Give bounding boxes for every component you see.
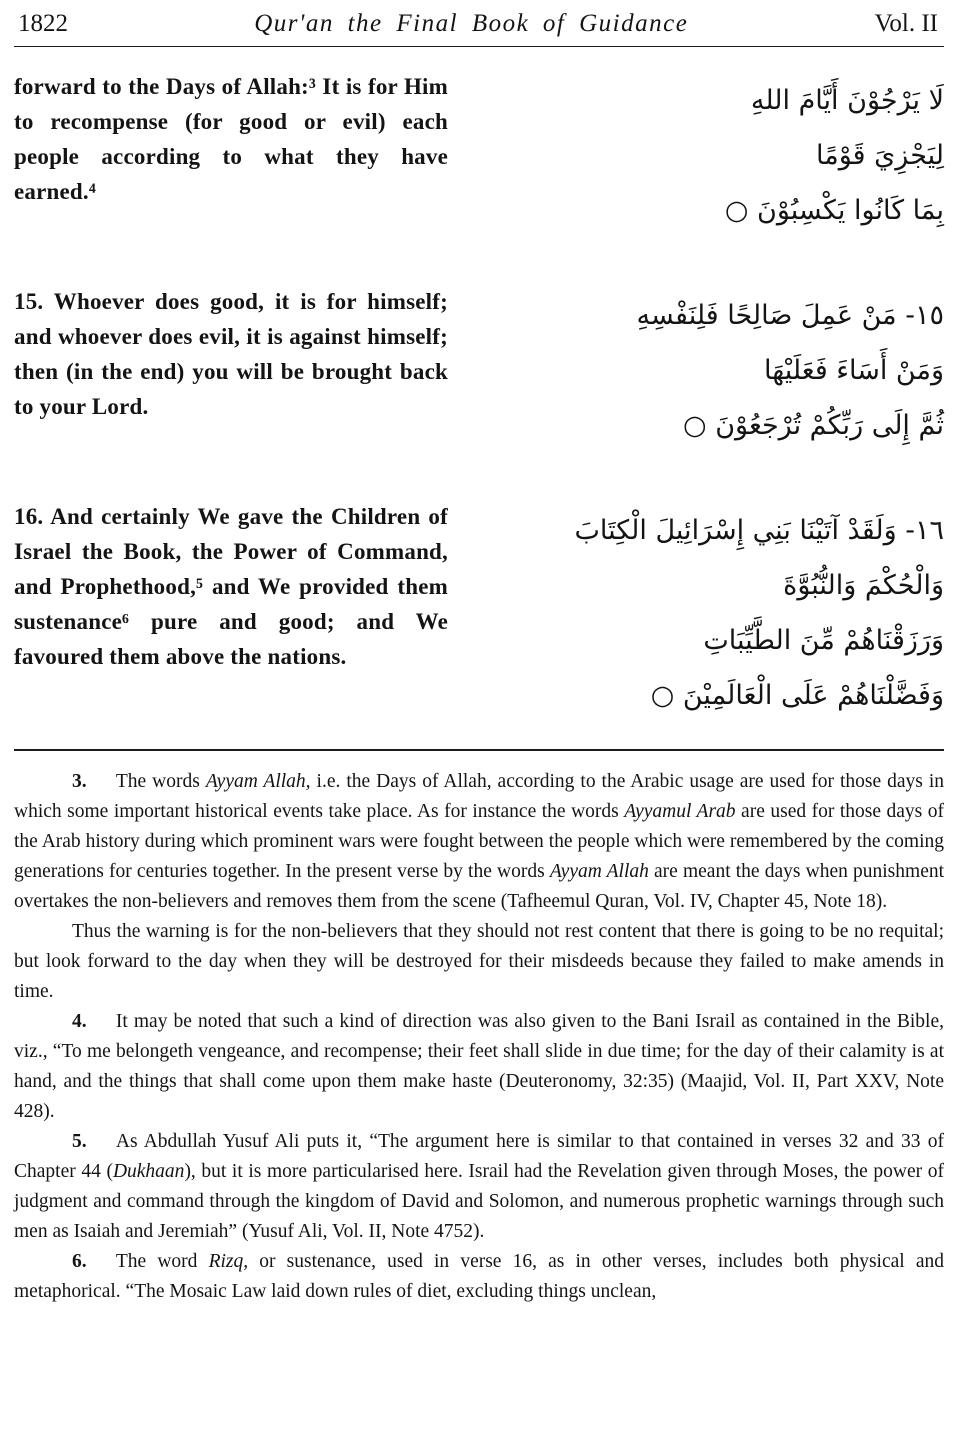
header-rule [14, 46, 944, 47]
arabic-line: ١٥- مَنْ عَمِلَ صَالِحًا فَلِنَفْسِهِ [636, 300, 944, 331]
arabic-line: وَمَنْ أَسَاءَ فَعَلَيْهَا [764, 355, 944, 386]
verse-14-english: forward to the Days of Allah:³ It is for Him to recompense (for good or evil) each people according to what they have earned.⁴ [14, 74, 448, 204]
arabic-line: وَالْحُكْمَ وَالنُّبُوَّةَ [783, 570, 944, 601]
verse-16-english: 16. And certainly We gave the Children of Israel the Book, the Power of Command, and Prophethood,⁵ and We provided them sustenance⁶ pure and good; and We favoured them above the nations. [14, 504, 448, 669]
volume-label: Vol. II [874, 10, 938, 37]
arabic-line: ثُمَّ إِلَى رَبِّكُمْ تُرْجَعُوْنَ ○ [683, 410, 944, 441]
verses-section [14, 69, 944, 723]
footnote-6: 6. The word Rizq, or sustenance, used in verse 16, as in other verses, includes both physical and metaphorical. “The Mosaic Law laid down rules of diet, excluding things unclean, [14, 1251, 944, 1302]
verse-14-arabic [476, 69, 944, 238]
arabic-line: ١٦- وَلَقَدْ آتَيْنَا بَنِي إِسْرَائِيلَ الْكِتَابَ [574, 515, 944, 546]
verse-row-15 [14, 284, 944, 453]
verse-16-arabic [476, 499, 944, 723]
footnotes-section [14, 767, 944, 1307]
arabic-line: لِيَجْزِيَ قَوْمًا [816, 140, 944, 171]
page-header [14, 8, 944, 46]
verse-row-14 [14, 69, 944, 238]
arabic-line: بِمَا كَانُوا يَكْسِبُوْنَ ○ [724, 195, 944, 226]
footnote-separator-wrap [14, 749, 944, 751]
footnote-rule [14, 749, 944, 751]
arabic-line: لَا يَرْجُوْنَ أَيَّامَ اللهِ [750, 85, 944, 116]
footnote-3-continuation: Thus the warning is for the non-believers that they should not rest content that there is going to be no requital; but look forward to the day when they will be destroyed for their misdeeds because they failed to make amends in time. [14, 921, 944, 1002]
verse-15-english: 15. Whoever does good, it is for himself; and whoever does evil, it is against himself; then (in the end) you will be brought back to your Lord. [14, 289, 448, 419]
footnote-4: 4. It may be noted that such a kind of direction was also given to the Bani Israil as contained in the Bible, viz., “To me belongeth vengeance, and recompense; their feet shall slide in due time; for the day of their calamity is at hand, and the things that shall come upon them make haste (Deuteronomy, 32:35) (Maajid, Vol. II, Part XXV, Note 428). [14, 1011, 944, 1122]
footnote-3: 3. The words Ayyam Allah, i.e. the Days of Allah, according to the Arabic usage are used for those days in which some important historical events take place. As for instance the words Ayyamul Arab are used for those days of the Arab history during which prominent wars were fought between the people which were remembered by the coming generations for centuries together. In the present verse by the words Ayyam Allah are meant the days when punishment overtakes the non-believers and removes them from the scene (Tafheemul Quran, Vol. IV, Chapter 45, Note 18). [14, 771, 945, 912]
footnote-5: 5. As Abdullah Yusuf Ali puts it, “The argument here is similar to that contained in verses 32 and 33 of Chapter 44 (Dukhaan), but it is more particularised here. Israil had the Revelation given through Moses, the power of judgment and command through the kingdom of David and Solomon, and numerous prophetic warnings through such men as Isaiah and Jeremiah” (Yusuf Ali, Vol. II, Note 4752). [14, 1131, 944, 1242]
verse-row-16 [14, 499, 944, 723]
arabic-line: وَرَزَقْنَاهُمْ مِّنَ الطَّيِّبَاتِ [703, 625, 944, 656]
book-title: Qur'an the Final Book of Guidance [254, 10, 689, 37]
page-number: 1822 [18, 10, 68, 37]
arabic-line: وَفَضَّلْنَاهُمْ عَلَى الْعَالَمِيْنَ ○ [650, 680, 944, 711]
verse-15-arabic [476, 284, 944, 453]
